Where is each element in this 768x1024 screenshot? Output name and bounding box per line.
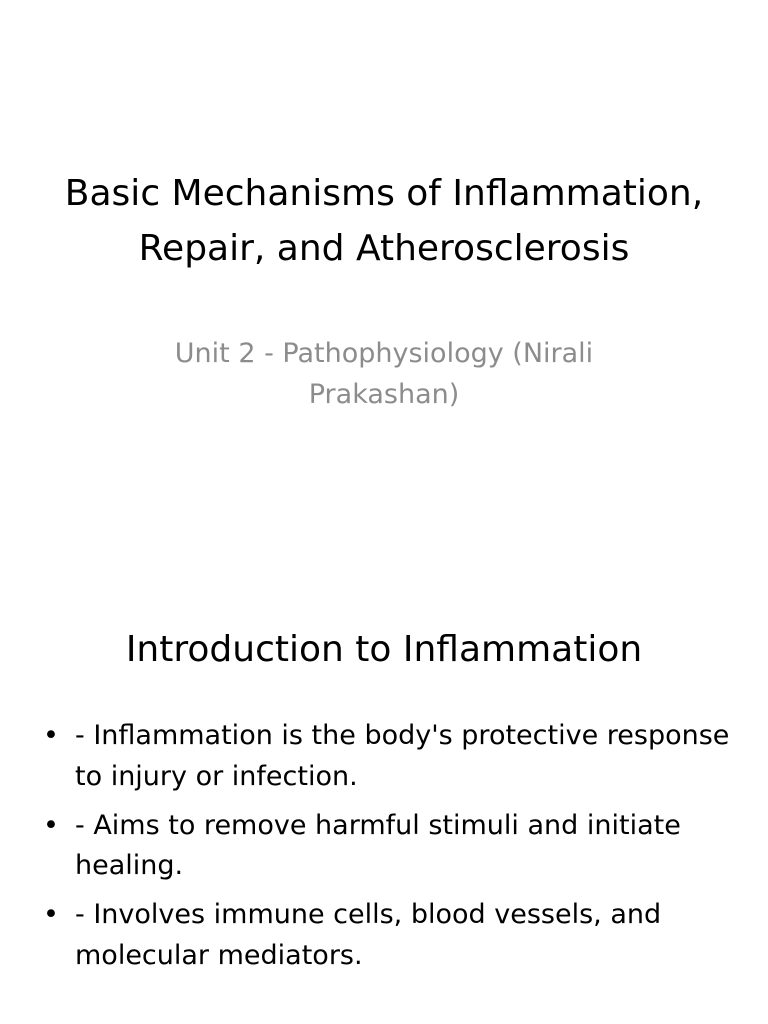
- bullet-text: - Involves immune cells, blood vessels, and molecular mediators.: [75, 899, 662, 971]
- bullet-item: [40, 716, 730, 797]
- bullet-icon: •: [43, 899, 59, 930]
- bullet-item: [40, 895, 730, 976]
- bullet-icon: •: [43, 809, 59, 841]
- bullet-item: [40, 806, 730, 887]
- bullet-text: - Aims to remove harmful stimuli and initiate healing.: [75, 809, 681, 881]
- slide-title: Basic Mechanisms of Inflammation, Repair, and Atherosclerosis: [64, 173, 704, 269]
- bullet-list: [40, 716, 730, 985]
- bullet-icon: •: [43, 720, 59, 751]
- slide-subtitle: Unit 2 - Pathophysiology (Nirali Prakashan): [174, 338, 594, 410]
- slide-heading: Introduction to Inflammation: [125, 629, 643, 670]
- bullet-text: - Inflammation is the body's protective response to injury or infection.: [75, 720, 730, 792]
